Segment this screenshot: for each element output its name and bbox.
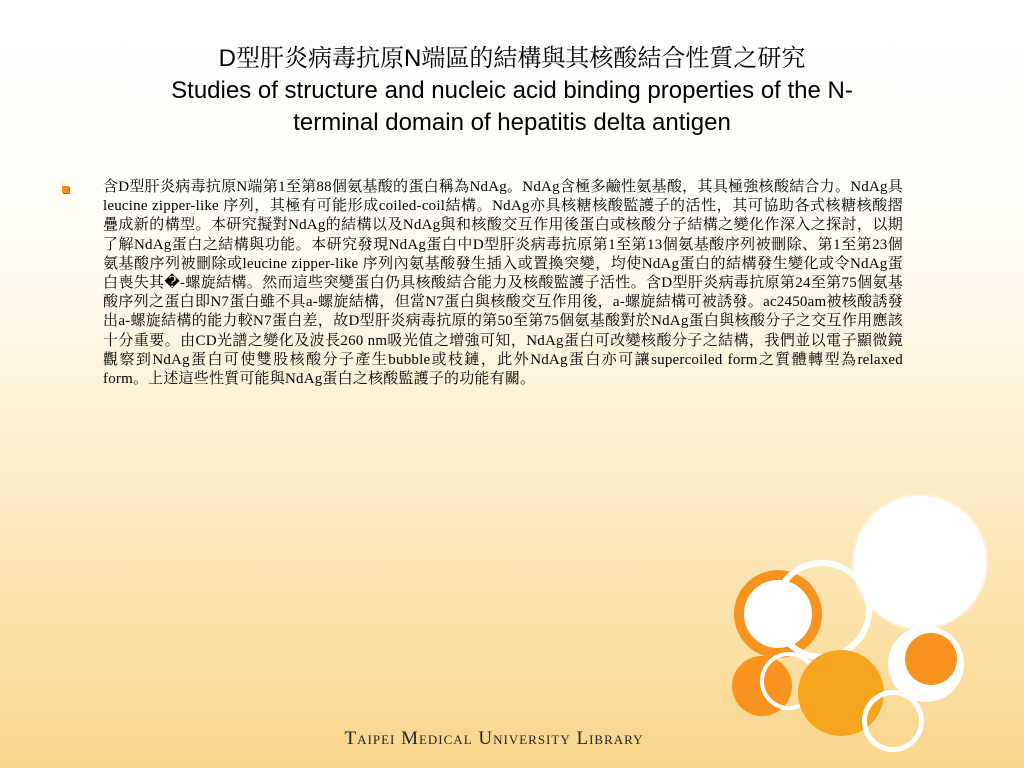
title-english-line-2: terminal domain of hepatitis delta antigen	[293, 109, 731, 136]
circle-orange-solid-right	[905, 633, 957, 685]
title-english-line-1: Studies of structure and nucleic acid binding properties of the N-	[171, 77, 853, 104]
square-bullet-icon	[62, 186, 69, 193]
circle-large-white	[854, 496, 986, 628]
abstract-paragraph: 含D型肝炎病毒抗原N端第1至第88個氨基酸的蛋白稱為NdAg。NdAg含極多鹼性氨基酸，其具極強核酸結合力。NdAg具leucine zipper-like 序列，其極有可能形成coiled-coil結構。NdAg亦具核糖核酸監護子的活性，其可協助各式核糖核酸摺疊成新的構型。本研究擬對NdAg的結構以及NdAg與和核酸交互作用後蛋白或核酸分子結構之變化作深入之探討，以期了解NdAg蛋白之結構與功能。本研究發現NdAg蛋白中D型肝炎病毒抗原第1至第13個氨基酸序列被刪除、第1至第23個氨基酸序列被刪除或leucine zipper-like 序列內氨基酸發生插入或置換突變，均使NdAg蛋白的結構發生變化或令NdAg蛋白喪失其�-螺旋結構。然而這些突變蛋白仍具核酸結合能力及核酸監護子活性。含D型肝炎病毒抗原第24至第75個氨基酸序列之蛋白即N7蛋白雖不具a-螺旋結構，但當N7蛋白與核酸交互作用後，a-螺旋結構可被誘發。ac2450am被核酸誘發出a-螺旋結構的能力較N7蛋白差，故D型肝炎病毒抗原的第50至第75個氨基酸對於NdAg蛋白與核酸分子之交互作用應該十分重要。由CD光譜之變化及波長260 nm吸光值之增強可知，NdAg蛋白可改變核酸分子之結構，我們並以電子顯微鏡觀察到NdAg蛋白可使雙股核酸分子產生bubble或枝鏈，此外NdAg蛋白亦可讓supercoiled form之質體轉型為relaxed form。上述這些性質可能與NdAg蛋白之核酸監護子的功能有關。	[103, 179, 903, 388]
title-chinese: D型肝炎病毒抗原N端區的結構與其核酸結合性質之研究	[218, 45, 806, 72]
circle-white-ring-center	[772, 560, 872, 660]
library-footer: Taipei Medical University Library	[344, 728, 644, 749]
slide-title	[90, 43, 934, 139]
circle-white-ring-bottom-right	[862, 690, 924, 752]
